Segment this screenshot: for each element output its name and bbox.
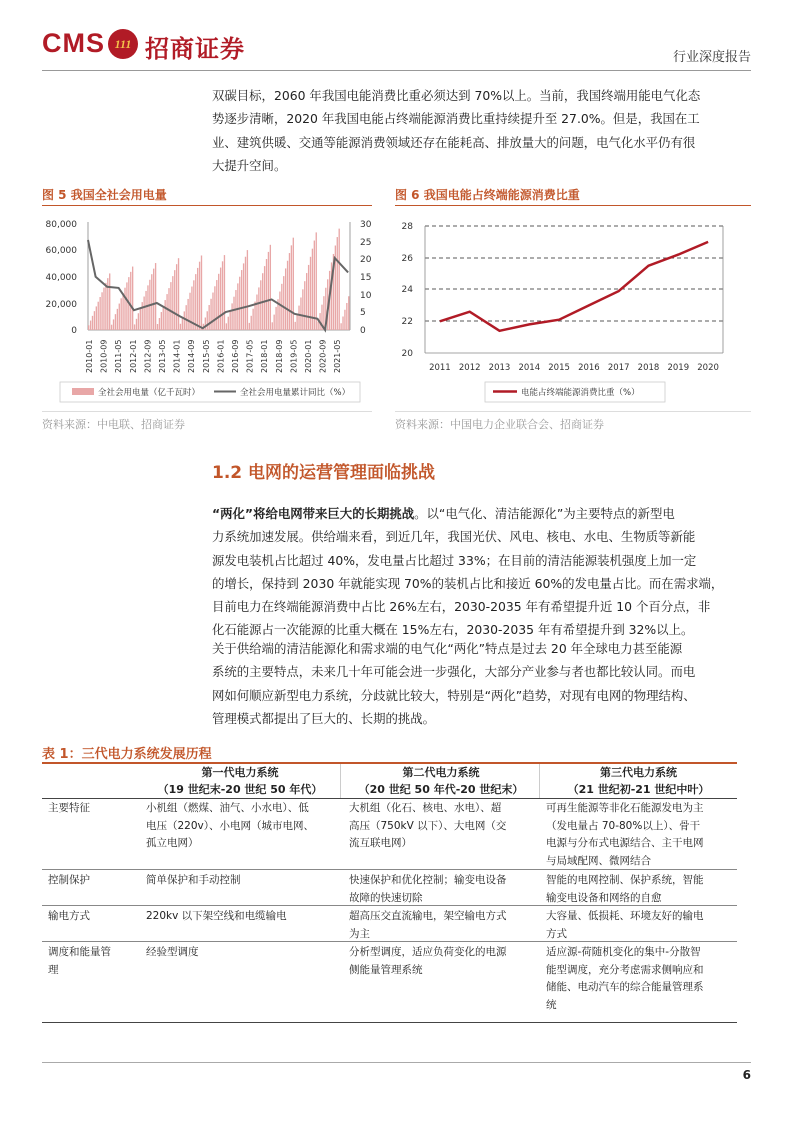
paragraph-grid-challenge (212, 637, 752, 730)
cell-line: 超高压交直流输电，架空输电方式 (349, 910, 507, 922)
fig6-yticks (402, 222, 414, 359)
fig5-bar (245, 257, 246, 330)
fig5-bar (99, 297, 100, 330)
fig5-ytick-left: 60,000 (45, 246, 77, 256)
fig5-bar (272, 322, 273, 330)
fig5-bar (314, 241, 315, 330)
cell-line: 故障的快速切除 (349, 891, 423, 904)
fig5-xtick: 2015-05 (201, 339, 211, 373)
cell-line: 侧能量管理系统 (349, 963, 423, 976)
fig5-xtick: 2014-01 (172, 339, 182, 373)
fig5-ytick-left: 20,000 (45, 300, 77, 310)
fig5-bar (208, 305, 209, 330)
figure6-source: 资料来源：中国电力企业联合会、招商证券 (395, 418, 604, 431)
fig5-bar (205, 318, 206, 330)
fig5-bar (279, 292, 280, 330)
fig5-bar (90, 321, 91, 330)
fig5-bars (88, 229, 349, 330)
fig6-xtick: 2014 (518, 363, 541, 373)
figure6-title: 图 6 我国电能占终端能源消费比重 (395, 188, 580, 202)
fig5-ytick-left: 80,000 (45, 220, 77, 230)
fig5-bar (161, 312, 162, 330)
table-cell (546, 944, 736, 1014)
table-cell (146, 872, 338, 890)
fig5-xtick: 2012-09 (143, 339, 153, 373)
page-number: 6 (742, 1068, 751, 1082)
fig5-bar (337, 237, 338, 330)
fig5-ytick-right: 20 (360, 255, 372, 265)
fig5-bar (121, 298, 122, 330)
table-row-label: 输电方式 (48, 910, 90, 922)
fig5-bar (258, 287, 259, 330)
fig5-bar (180, 324, 181, 330)
table-cell (349, 908, 537, 943)
fig5-xtick: 2014-09 (187, 339, 197, 373)
fig5-bar (285, 268, 286, 330)
fig5-bar (346, 303, 347, 330)
fig5-bar (147, 285, 148, 330)
header-divider (42, 70, 751, 71)
intro-line: 势逐步清晰，2020 年我国电能占终端能源消费比重持续提升至 27.0%。但是，我国在工 (212, 111, 700, 127)
fig5-bar (231, 303, 232, 330)
fig5-ytick-left: 0 (71, 326, 77, 336)
cell-line: 为主 (349, 927, 370, 940)
para2-line: 网如何顺应新型电力系统，分歧就比较大，特别是“两化”趋势，对现有电网的物理结构、 (212, 687, 696, 703)
fig5-left-axis-ticks (46, 220, 78, 336)
fig5-bar (243, 263, 244, 330)
fig5-xtick: 2018-01 (260, 339, 270, 373)
figure5-source: 资料来源：中电联、招商证券 (42, 418, 185, 431)
para1-line: 的增长，保持到 2030 年就能实现 70%的装机占比和接近 60%的发电量占比。而在需求端， (212, 575, 724, 591)
para1-lead-bold: “两化”将给电网带来巨大的长期挑战 (212, 506, 415, 521)
cell-line: 大容量、低损耗、环境友好的输电 (546, 910, 704, 922)
paragraph-two-transformations (212, 502, 752, 642)
fig5-xtick: 2012-01 (128, 339, 138, 373)
fig5-xtick: 2010-01 (85, 339, 94, 373)
fig5-bar (323, 296, 324, 330)
fig5-bar (289, 253, 290, 330)
fig5-bar (126, 282, 127, 330)
cell-line: 小机组（燃煤、油气、小水电）、低 (146, 802, 309, 814)
fig5-bar (230, 310, 231, 330)
cell-line: 分析型调度，适应负荷变化的电源 (349, 946, 507, 958)
figure5-chart (42, 210, 377, 408)
cell-line: 输变电设备和网络的自愈 (546, 891, 662, 904)
fig5-bar (274, 315, 275, 330)
fig5-bar (226, 323, 227, 330)
fig5-bar (298, 306, 299, 330)
table-header-name: 第一代电力系统 (201, 766, 279, 779)
fig5-legend-bar-swatch (72, 388, 94, 395)
cell-line: 电源与分布式电源结合、主干电网 (546, 837, 704, 849)
fig5-bar (157, 324, 158, 330)
cell-line: 孤立电网） (146, 837, 199, 849)
fig5-bar (316, 232, 317, 330)
fig5-bar (94, 311, 95, 330)
cell-line: 智能的电网控制、保护系统，智能 (546, 874, 704, 886)
fig5-ytick-right: 10 (360, 291, 372, 301)
logo-company-name: 招商证券 (145, 34, 245, 63)
fig6-ytick: 22 (401, 317, 413, 327)
cell-line: 能型调度，充分考虑需求侧响应和 (546, 963, 704, 976)
table-cell (349, 800, 537, 853)
table-header-name: 第三代电力系统 (600, 766, 677, 779)
fig5-bar (159, 318, 160, 330)
cell-line: 大机组（化石、核电、水电）、超 (349, 802, 502, 814)
fig5-bar (339, 229, 340, 330)
table-bottom-rule (42, 1022, 737, 1023)
fig5-bar (182, 318, 183, 330)
fig5-bar (264, 266, 265, 330)
table-cell (546, 800, 736, 870)
fig5-bar (136, 319, 137, 330)
table-header-sub: （20 世纪 50 年代-20 世纪末） (358, 783, 524, 796)
fig5-ytick-right: 25 (360, 238, 372, 248)
fig5-bar (172, 276, 173, 330)
fig5-bar (184, 311, 185, 330)
figure6-title-underline (395, 205, 751, 206)
table-row-label: 控制保护 (48, 874, 90, 886)
cell-line: 简单保护和手动控制 (146, 874, 241, 886)
para2-line: 系统的主要特点，未来几十年可能会进一步强化，大部分产业参与者也都比较认同。而电 (212, 664, 696, 680)
para1-line: 化石能源占一次能源的比重大概在 15%左右，2030-2035 年有希望提升到 32%以上。 (212, 622, 694, 638)
table-cell (349, 872, 537, 907)
fig5-xtick: 2016-01 (216, 339, 226, 373)
cell-line: 经验型调度 (146, 946, 199, 958)
label-line: 调度和能量管 (48, 946, 111, 958)
intro-paragraph (212, 84, 752, 177)
fig5-bar (287, 261, 288, 330)
fig6-xtick: 2013 (488, 363, 511, 373)
table-row-label (48, 944, 140, 979)
para1-first-rest: 。以“电气化、清洁能源化”为主要特点的新型电 (414, 506, 675, 521)
fig5-bar (92, 316, 93, 330)
fig5-bar (224, 255, 225, 330)
fig5-bar (201, 255, 202, 330)
fig5-bar (270, 245, 271, 330)
cell-line: 220kv 以下架空线和电缆输电 (146, 910, 287, 922)
fig5-bar (187, 299, 188, 330)
cell-line: 与局域配网、微网结合 (546, 854, 651, 867)
fig5-bar (153, 269, 154, 330)
fig5-bar (342, 317, 343, 331)
fig5-bar (310, 257, 311, 330)
fig5-bar (268, 252, 269, 330)
table-header-sub: （21 世纪初-21 世纪中叶） (567, 783, 710, 796)
fig6-xtick: 2019 (667, 363, 690, 373)
fig5-bar (214, 286, 215, 330)
cell-line: 方式 (546, 927, 567, 940)
fig5-bar (186, 305, 187, 330)
fig5-bar (308, 265, 309, 330)
table-row-rule (42, 905, 737, 906)
fig5-bar (256, 295, 257, 330)
fig5-bar (260, 280, 261, 330)
fig5-bar (96, 306, 97, 330)
table-title: 表 1：三代电力系统发展历程 (42, 747, 212, 762)
fig5-bar (134, 324, 135, 330)
para2-line: 管理模式都提出了巨大的、长期的挑战。 (212, 710, 436, 726)
table-header-rule (42, 798, 737, 799)
fig5-bar (163, 306, 164, 330)
para1-line (212, 502, 752, 525)
para1-line: 源发电装机占比超过 40%，发电量占比超过 33%；在目前的清洁能源装机强度上加一定 (212, 552, 697, 568)
para1-line: 目前电力在终端能源消费中占比 26%左右，2030-2035 年有希望提升近 10 个百分点，非 (212, 599, 711, 615)
table-cell (146, 908, 338, 926)
fig5-bar (145, 291, 146, 330)
fig5-ytick-right: 15 (360, 273, 372, 283)
table-col-divider (340, 764, 341, 798)
table-row-rule (42, 869, 737, 870)
fig6-xtick: 2015 (548, 363, 570, 373)
fig5-xtick: 2019-05 (289, 339, 299, 373)
para1-line: 力系统加速发展。供给端来看，到近几年，我国光伏、风电、核电、水电、生物质等新能 (212, 529, 696, 545)
fig5-bar (143, 297, 144, 330)
fig5-bar (252, 309, 253, 330)
table-row-rule (42, 941, 737, 942)
fig5-bar (348, 296, 349, 330)
table-col-divider (539, 764, 540, 798)
fig5-bar (302, 289, 303, 330)
fig5-bar (291, 245, 292, 330)
fig5-bar (117, 309, 118, 330)
fig6-series-line (440, 242, 708, 331)
fig5-bar (174, 270, 175, 330)
fig5-bar (239, 277, 240, 330)
cell-line: 储能、电动汽车的综合能量管理系 (546, 981, 704, 993)
fig5-xticks (85, 340, 342, 373)
fig5-xtick: 2011-05 (114, 339, 124, 373)
fig5-bar (241, 270, 242, 330)
fig5-bar (254, 302, 255, 330)
fig5-bar (170, 282, 171, 330)
fig5-bar (210, 299, 211, 330)
figure5-title: 图 5 我国全社会用电量 (42, 188, 167, 202)
fig5-bar (247, 250, 248, 330)
fig5-bar (212, 293, 213, 330)
cell-line: 可再生能源等非化石能源发电为主 (546, 802, 704, 814)
report-type-label: 行业深度报告 (672, 50, 751, 65)
fig5-bar (195, 274, 196, 330)
fig5-xtick: 2017-05 (245, 339, 255, 373)
fig5-bar (105, 283, 106, 330)
para2-line: 关于供给端的清洁能源化和需求端的电气化“两化”特点是过去 20 年全球电力甚至能源 (212, 641, 683, 656)
intro-line: 大提升空间。 (212, 157, 287, 173)
fig6-ytick: 28 (401, 222, 413, 232)
section-title: 1.2 电网的运营管理面临挑战 (212, 463, 436, 483)
fig5-xtick: 2016-09 (231, 339, 240, 373)
table-cell (146, 944, 338, 962)
cell-line: 统 (546, 998, 557, 1011)
fig5-bar (101, 292, 102, 330)
figure5-title-underline (42, 205, 372, 206)
fig5-bar (207, 311, 208, 330)
fig5-bar (266, 259, 267, 330)
fig5-bar (275, 307, 276, 330)
fig5-bar (122, 293, 123, 330)
fig5-bar (295, 322, 296, 330)
fig5-bar (218, 274, 219, 330)
fig5-bar (283, 276, 284, 330)
fig5-bar (119, 304, 120, 330)
fig6-xticks (429, 363, 719, 373)
logo-cms-text: CMS (42, 28, 105, 58)
fig5-bar (220, 268, 221, 330)
fig5-bar (155, 263, 156, 330)
fig6-xtick: 2018 (637, 363, 660, 373)
fig5-xtick: 2021-05 (333, 339, 343, 373)
logo-emblem-icon: 111 (108, 29, 138, 59)
table-cell (546, 908, 736, 943)
cell-line: 快速保护和优化控制；输变电设备 (349, 874, 507, 886)
fig6-xtick: 2016 (578, 363, 600, 373)
fig5-bar (130, 272, 131, 330)
fig5-bar (293, 238, 294, 330)
figure6-chart (395, 210, 751, 408)
fig5-legend-bar-label: 全社会用电量（亿千瓦时） (98, 388, 201, 398)
fig6-xtick: 2017 (607, 363, 630, 373)
cell-line: （发电量占 70-80%以上）、骨干 (546, 819, 701, 832)
table-header-sub: （19 世纪末-20 世纪 50 年代） (157, 783, 323, 796)
fig5-xtick: 2020-01 (304, 339, 313, 373)
fig6-xtick: 2020 (697, 363, 719, 373)
fig6-ytick: 24 (401, 285, 413, 295)
fig5-bar (166, 294, 167, 330)
fig5-right-axis-ticks (360, 220, 372, 336)
fig5-bar (222, 261, 223, 330)
fig5-bar (216, 280, 217, 330)
fig5-bar (115, 314, 116, 330)
fig5-bar (189, 293, 190, 330)
table-cell (546, 872, 736, 907)
fig5-xtick: 2018-09 (274, 339, 284, 373)
fig5-xtick: 2010-09 (99, 339, 109, 373)
fig5-ytick-left: 40,000 (45, 273, 77, 283)
fig5-bar (197, 268, 198, 330)
table-row-label: 主要特征 (48, 802, 90, 814)
fig6-ytick: 26 (401, 254, 413, 264)
fig6-legend-label: 电能占终端能源消费比重（%） (521, 388, 640, 398)
fig5-bar (113, 319, 114, 330)
fig5-bar (176, 264, 177, 330)
table-cell (349, 944, 537, 979)
cell-line: 流互联电网） (349, 837, 412, 849)
fig6-xtick: 2012 (458, 363, 481, 373)
footer-divider (42, 1062, 751, 1063)
fig5-bar (103, 288, 104, 330)
fig5-bar (138, 313, 139, 330)
label-line: 理 (48, 963, 59, 976)
cell-line: 高压（750kV 以下）、大电网（交 (349, 819, 507, 832)
fig5-bar (165, 300, 166, 330)
fig5-bar (237, 283, 238, 330)
intro-line: 业、建筑供暖、交通等能源消费领域还存在能耗高、排放量大的问题，电气化水平仍有很 (212, 134, 696, 150)
cell-line: 电压（220v）、小电网（城市电网、 (146, 819, 315, 832)
table-cell (146, 800, 338, 853)
table-header-gen1 (140, 764, 340, 798)
fig5-bar (140, 308, 141, 330)
figure6-bottom-line (395, 411, 751, 412)
fig5-bar (142, 302, 143, 330)
table-header-gen3 (540, 764, 737, 798)
fig5-bar (249, 323, 250, 330)
fig5-bar (88, 325, 89, 330)
fig5-bar (199, 262, 200, 330)
fig5-legend-line-label: 全社会用电量累计同比（%） (240, 388, 351, 398)
fig6-ytick: 20 (401, 349, 413, 359)
intro-line: 双碳目标，2060 年我国电能消费比重必须达到 70%以上。当前，我国终端用能电气化态 (212, 88, 701, 103)
fig5-bar (109, 273, 110, 330)
fig5-bar (344, 310, 345, 330)
fig5-ytick-right: 5 (360, 308, 366, 318)
fig5-xtick: 2013-05 (158, 339, 167, 373)
fig5-ytick-right: 0 (360, 326, 366, 336)
fig5-bar (306, 273, 307, 330)
fig5-bar (228, 317, 229, 330)
fig5-bar (151, 274, 152, 330)
fig5-bar (340, 323, 341, 330)
table-header-name: 第二代电力系统 (402, 766, 480, 779)
fig5-bar (111, 325, 112, 330)
fig5-bar (300, 297, 301, 330)
fig5-bar (132, 267, 133, 330)
fig5-bar (98, 302, 99, 330)
fig5-xtick: 2020-09 (318, 339, 328, 373)
fig5-bar (251, 316, 252, 330)
fig5-bar (296, 314, 297, 330)
fig5-bar (233, 297, 234, 330)
fig5-bar (304, 281, 305, 330)
cell-line: 适应源-荷随机变化的集中-分散智 (546, 946, 701, 958)
fig5-ytick-right: 30 (360, 220, 372, 230)
fig5-bar (317, 322, 318, 330)
fig5-bar (124, 288, 125, 330)
fig6-xtick: 2011 (429, 363, 451, 373)
table-header-gen2 (343, 764, 539, 798)
figure5-bottom-line (42, 411, 372, 412)
fig5-bar (178, 258, 179, 330)
